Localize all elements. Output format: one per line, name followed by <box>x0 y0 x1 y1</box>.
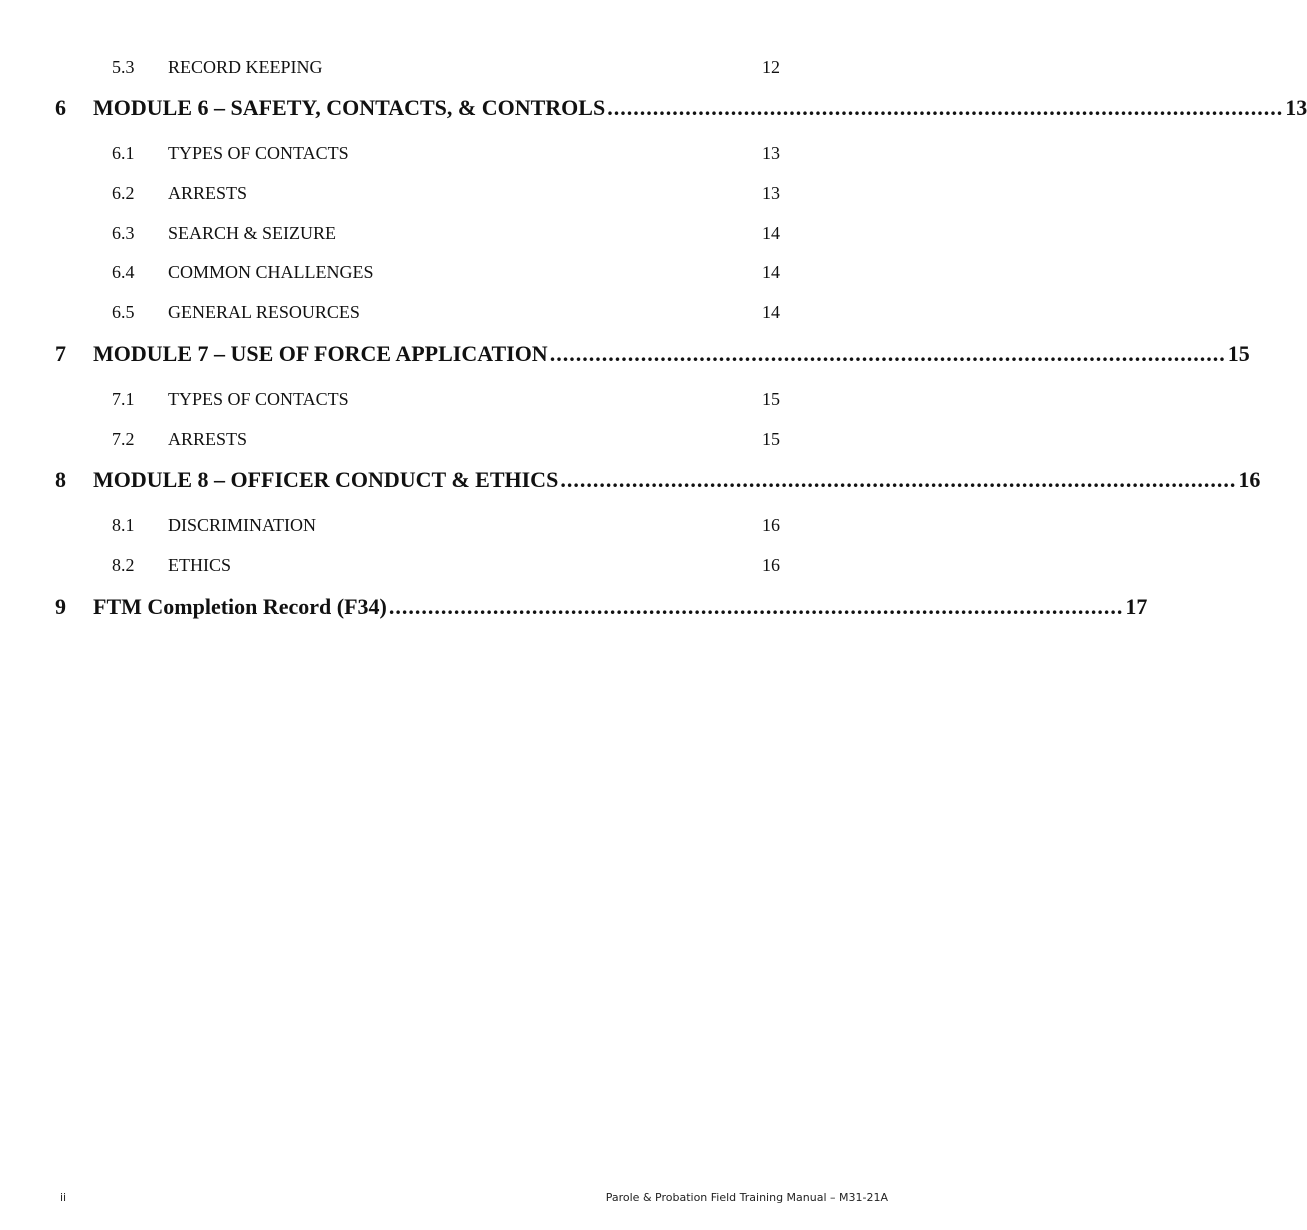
module-title: MODULE 8 – OFFICER CONDUCT & ETHICS <box>93 467 559 492</box>
entry-page: 16 <box>762 555 780 575</box>
entry-page: 15 <box>762 429 780 449</box>
entry-page: 14 <box>762 262 780 282</box>
entry-number: 6.5 <box>112 302 135 322</box>
entry-title: ARRESTS <box>168 429 248 449</box>
entry-number: 6.2 <box>112 183 135 203</box>
dot-leader: ........................................................................................................ <box>549 341 1226 366</box>
entry-page: 13 <box>762 143 780 163</box>
module-title: FTM Completion Record (F34) <box>93 594 387 619</box>
dot-leader: ........................................................................................................ <box>560 467 1237 492</box>
entry-title: SEARCH & SEIZURE <box>168 223 337 243</box>
module-line <box>93 341 1250 367</box>
entry-title: DISCRIMINATION <box>168 515 316 535</box>
footer-page-number: ii <box>60 1191 67 1204</box>
footer-document-title: Parole & Probation Field Training Manual – M31-21A <box>605 1191 888 1204</box>
entry-page: 14 <box>762 302 780 322</box>
module-number: 8 <box>55 467 66 492</box>
entry-title: GENERAL RESOURCES <box>168 302 360 322</box>
module-title: MODULE 6 – SAFETY, CONTACTS, & CONTROLS <box>93 95 606 120</box>
entry-title: ETHICS <box>168 555 231 575</box>
entry-number: 6.3 <box>112 223 135 243</box>
module-page: 16 <box>1238 467 1261 492</box>
entry-number: 7.2 <box>112 429 135 449</box>
dot-leader: ................................................................................................................. <box>388 594 1124 619</box>
entry-title: COMMON CHALLENGES <box>168 262 374 282</box>
module-line <box>93 467 1261 493</box>
module-page: 15 <box>1227 341 1250 366</box>
module-line <box>93 95 1307 121</box>
entry-number: 7.1 <box>112 389 135 409</box>
module-page: 13 <box>1285 95 1307 120</box>
entry-number: 8.2 <box>112 555 135 575</box>
entry-number: 6.4 <box>112 262 135 282</box>
entry-page: 12 <box>762 57 780 77</box>
entry-number: 5.3 <box>112 57 135 77</box>
entry-page: 16 <box>762 515 780 535</box>
entry-number: 6.1 <box>112 143 135 163</box>
entry-number: 8.1 <box>112 515 135 535</box>
module-number: 7 <box>55 341 66 366</box>
entry-title: TYPES OF CONTACTS <box>168 143 349 163</box>
module-number: 6 <box>55 95 66 120</box>
module-number: 9 <box>55 594 66 619</box>
entry-page: 15 <box>762 389 780 409</box>
module-line <box>93 594 1148 620</box>
module-page: 17 <box>1125 594 1148 619</box>
dot-leader: ........................................................................................................ <box>607 95 1284 120</box>
entry-title: TYPES OF CONTACTS <box>168 389 349 409</box>
entry-page: 14 <box>762 223 780 243</box>
module-title: MODULE 7 – USE OF FORCE APPLICATION <box>93 341 548 366</box>
entry-title: RECORD KEEPING <box>168 57 323 77</box>
entry-page: 13 <box>762 183 780 203</box>
entry-title: ARRESTS <box>168 183 248 203</box>
